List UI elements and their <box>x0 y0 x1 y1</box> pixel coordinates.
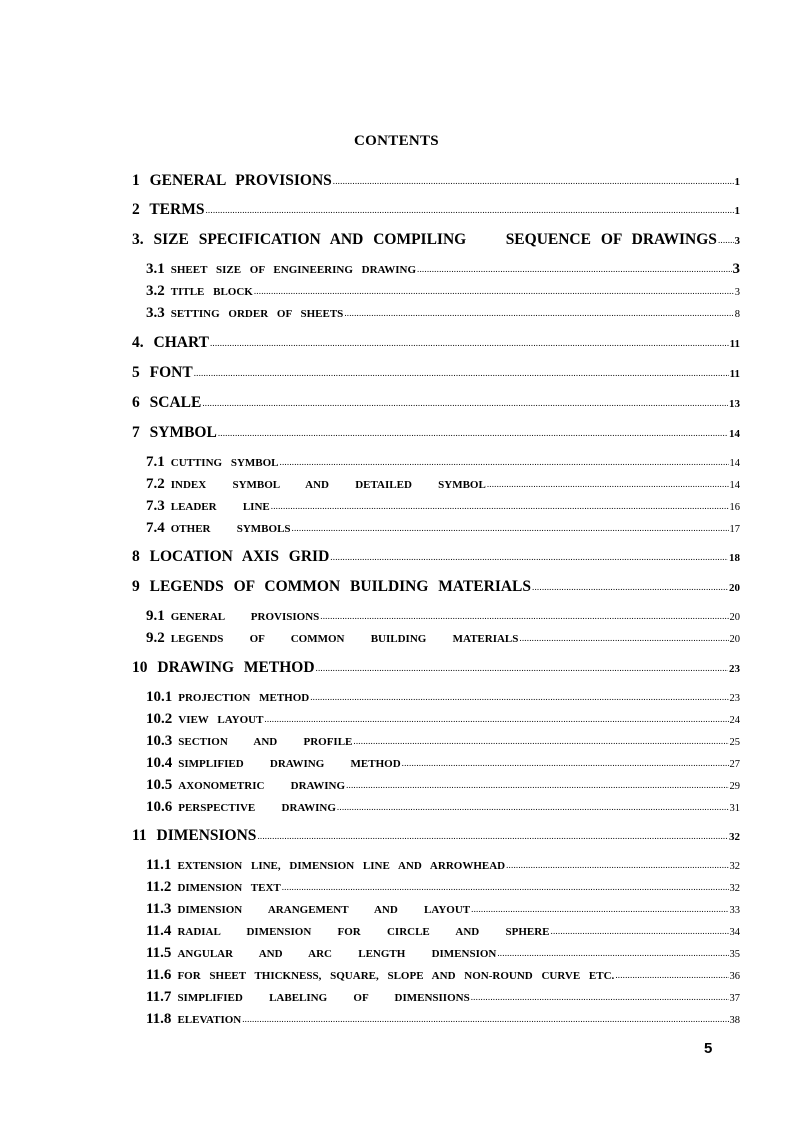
toc-leader-dots <box>532 582 728 592</box>
toc-leader-dots <box>506 860 728 870</box>
toc-entry[interactable] <box>146 879 740 896</box>
toc-leader-dots <box>320 611 728 621</box>
toc-entry[interactable] <box>146 283 740 300</box>
toc-entry-page: 38 <box>729 1015 740 1026</box>
toc-entry-label: SECTION AND PROFILE <box>178 736 353 748</box>
toc-entry-label: 7 SYMBOL <box>132 424 217 441</box>
toc-entry-number: 7.2 <box>146 476 165 492</box>
toc-leader-dots <box>471 904 728 914</box>
toc-entry[interactable] <box>132 201 740 219</box>
toc-leader-dots <box>333 176 734 186</box>
toc-leader-dots <box>242 1014 728 1024</box>
toc-leader-dots <box>310 692 728 702</box>
toc-leader-dots <box>264 714 728 724</box>
toc-entry-page: 20 <box>729 612 740 623</box>
toc-leader-dots <box>194 368 729 378</box>
toc-entry-number: 7.3 <box>146 498 165 514</box>
toc-entry[interactable] <box>146 1011 740 1028</box>
toc-entry[interactable] <box>146 608 740 625</box>
toc-entry[interactable] <box>146 989 740 1006</box>
toc-entry-number: 10.5 <box>146 777 173 793</box>
toc-entry-label: ELEVATION <box>177 1014 242 1026</box>
toc-leader-dots <box>402 758 729 768</box>
toc-leader-dots <box>417 264 731 274</box>
toc-leader-dots <box>487 479 729 489</box>
toc-leader-dots <box>205 205 733 215</box>
toc-entry[interactable] <box>132 172 740 190</box>
toc-entry-page: 31 <box>729 803 740 814</box>
toc-entry[interactable] <box>146 923 740 940</box>
toc-entry[interactable] <box>146 967 740 984</box>
toc-entry-label: 11 DIMENSIONS <box>132 827 257 844</box>
toc-entry-label: LEGENDS OF COMMON BUILDING MATERIALS <box>170 633 519 645</box>
toc-entry-number: 10.6 <box>146 799 173 815</box>
toc-entry-number: 9.2 <box>146 630 165 646</box>
toc-entry[interactable] <box>146 454 740 471</box>
toc-entry-label: 1 GENERAL PROVISIONS <box>132 172 332 189</box>
toc-leader-dots <box>316 663 728 673</box>
toc-entry-number: 11.6 <box>146 967 172 983</box>
toc-entry-label: 9 LEGENDS OF COMMON BUILDING MATERIALS <box>132 578 532 595</box>
toc-entry[interactable] <box>132 231 740 249</box>
toc-entry-number: 10.1 <box>146 689 173 705</box>
toc-entry-label: EXTENSION LINE, DIMENSION LINE AND ARROWHEAD <box>177 860 506 872</box>
toc-entry-number: 7.1 <box>146 454 165 470</box>
toc-entry[interactable] <box>146 711 740 728</box>
toc-entry[interactable] <box>132 364 740 382</box>
toc-leader-dots <box>346 780 728 790</box>
toc-entry[interactable] <box>146 901 740 918</box>
toc-entry-label: VIEW LAYOUT <box>178 714 264 726</box>
toc-leader-dots <box>337 802 729 812</box>
toc-entry-number: 11.3 <box>146 901 172 917</box>
toc-entry-page: 27 <box>729 759 740 770</box>
toc-entry-number: 9.1 <box>146 608 165 624</box>
toc-entry[interactable] <box>146 476 740 493</box>
toc-entry-page: 32 <box>729 861 740 872</box>
toc-entry-number: 10.4 <box>146 755 173 771</box>
toc-leader-dots <box>254 286 734 296</box>
toc-entry-label: TITLE BLOCK <box>170 286 253 298</box>
toc-entry-page: 25 <box>729 737 740 748</box>
toc-entry-page: 8 <box>734 309 740 320</box>
toc-leader-dots <box>292 523 729 533</box>
toc-entry-number: 3.1 <box>146 261 165 277</box>
toc-entry-page: 32 <box>729 883 740 894</box>
page-number: 5 <box>704 1040 713 1057</box>
toc-entry-page: 11 <box>729 338 740 350</box>
toc-entry[interactable] <box>132 578 740 596</box>
toc-entry-label: INDEX SYMBOL AND DETAILED SYMBOL <box>170 479 486 491</box>
toc-entry-label: 6 SCALE <box>132 394 202 411</box>
toc-entry-page: 17 <box>729 524 740 535</box>
toc-entry-label: RADIAL DIMENSION FOR CIRCLE AND SPHERE <box>177 926 550 938</box>
toc-entry-label: LEADER LINE <box>170 501 270 513</box>
toc-entry-page: 36 <box>729 971 740 982</box>
toc-entry-page: 14 <box>729 458 740 469</box>
toc-entry-page: 34 <box>729 927 740 938</box>
toc-entry[interactable] <box>132 394 740 412</box>
toc-entry[interactable] <box>146 755 740 772</box>
toc-entry-label: AXONOMETRIC DRAWING <box>178 780 346 792</box>
toc-entry-page: 16 <box>729 502 740 513</box>
toc-entry-label: DIMENSION ARANGEMENT AND LAYOUT <box>177 904 471 916</box>
toc-entry-page: 29 <box>729 781 740 792</box>
toc-entry-page: 1 <box>734 205 740 217</box>
toc-leader-dots <box>202 398 728 408</box>
toc-leader-dots <box>519 633 728 643</box>
toc-leader-dots <box>471 992 729 1002</box>
toc-entry-number: 11.5 <box>146 945 172 961</box>
toc-entry-label: 3. SIZE SPECIFICATION AND COMPILING SEQUENCE OF DRAWINGS <box>132 231 717 248</box>
toc-entry-number: 11.2 <box>146 879 172 895</box>
toc-entry-page: 14 <box>729 480 740 491</box>
toc-entry[interactable] <box>146 305 740 322</box>
toc-entry-label: ANGULAR AND ARC LENGTH DIMENSION <box>177 948 497 960</box>
toc-entry-page: 23 <box>729 693 740 704</box>
toc-leader-dots <box>282 882 729 892</box>
toc-entry-page: 3 <box>734 235 740 247</box>
toc-entry-page: 3 <box>732 261 740 277</box>
toc-leader-dots <box>210 338 729 348</box>
toc-entry-page: 1 <box>734 176 740 188</box>
toc-leader-dots <box>218 428 728 438</box>
toc-entry-label: SHEET SIZE OF ENGINEERING DRAWING <box>170 264 417 276</box>
toc-entry-page: 23 <box>729 663 740 675</box>
toc-entry-label: GENERAL PROVISIONS <box>170 611 320 623</box>
toc-entry-page: 32 <box>729 831 740 843</box>
toc-entry-page: 24 <box>729 715 740 726</box>
toc-entry[interactable] <box>132 659 740 677</box>
toc-entry[interactable] <box>146 261 740 278</box>
toc-entry-page: 20 <box>729 582 740 594</box>
toc-entry-label: 4. CHART <box>132 334 209 351</box>
toc-entry-number: 3.2 <box>146 283 165 299</box>
toc-entry-label: DIMENSION TEXT <box>177 882 281 894</box>
toc-entry-page: 14 <box>729 428 740 440</box>
toc-entry[interactable] <box>146 498 740 515</box>
toc-leader-dots <box>551 926 729 936</box>
toc-entry[interactable] <box>132 827 740 845</box>
toc-entry[interactable] <box>146 733 740 750</box>
toc-entry-number: 10.2 <box>146 711 173 727</box>
toc-entry-label: 2 TERMS <box>132 201 205 218</box>
toc-entry-page: 11 <box>729 368 740 380</box>
toc-entry-number: 11.8 <box>146 1011 172 1027</box>
toc-entry-number: 11.1 <box>146 857 172 873</box>
toc-entry[interactable] <box>146 799 740 816</box>
toc-entry-page: 13 <box>729 398 740 410</box>
toc-leader-dots <box>353 736 728 746</box>
page-title: CONTENTS <box>354 133 439 149</box>
toc-leader-dots <box>271 501 729 511</box>
toc-entry-number: 11.7 <box>146 989 172 1005</box>
toc-entry-number: 7.4 <box>146 520 165 536</box>
toc-leader-dots <box>718 235 734 245</box>
toc-leader-dots <box>280 457 729 467</box>
toc-entry[interactable] <box>146 857 740 874</box>
toc-entry[interactable] <box>132 334 740 352</box>
toc-entry-label: SETTING ORDER OF SHEETS <box>170 308 344 320</box>
toc-entry-label: SIMPLIFIED DRAWING METHOD <box>178 758 401 770</box>
toc-leader-dots <box>344 308 733 318</box>
toc-entry-page: 20 <box>729 634 740 645</box>
toc-leader-dots <box>257 831 728 841</box>
toc-entry-label: 5 FONT <box>132 364 193 381</box>
toc-entry-page: 37 <box>729 993 740 1004</box>
toc-entry[interactable] <box>146 689 740 706</box>
toc-entry-label: OTHER SYMBOLS <box>170 523 291 535</box>
toc-entry-number: 10.3 <box>146 733 173 749</box>
toc-entry[interactable] <box>132 548 740 566</box>
toc-entry[interactable] <box>146 630 740 647</box>
toc-entry-page: 35 <box>729 949 740 960</box>
toc-entry[interactable] <box>146 945 740 962</box>
toc-entry-page: 33 <box>729 905 740 916</box>
toc-entry-page: 18 <box>729 552 740 564</box>
toc-entry[interactable] <box>146 777 740 794</box>
toc-entry-page: 3 <box>734 287 740 298</box>
toc-leader-dots <box>615 970 728 980</box>
toc-entry-label: FOR SHEET THICKNESS, SQUARE, SLOPE AND NON-ROUND CURVE ETC. <box>177 970 615 982</box>
toc-entry-number: 3.3 <box>146 305 165 321</box>
toc-entry-label: PROJECTION METHOD <box>178 692 310 704</box>
toc-entry[interactable] <box>146 520 740 537</box>
toc-entry-number: 11.4 <box>146 923 172 939</box>
toc-entry-label: 8 LOCATION AXIS GRID <box>132 548 330 565</box>
toc-entry-label: CUTTING SYMBOL <box>170 457 279 469</box>
toc-leader-dots <box>497 948 728 958</box>
toc-entry-label: PERSPECTIVE DRAWING <box>178 802 336 814</box>
toc-entry[interactable] <box>132 424 740 442</box>
toc-leader-dots <box>330 552 728 562</box>
toc-entry-label: 10 DRAWING METHOD <box>132 659 315 676</box>
toc-entry-label: SIMPLIFIED LABELING OF DIMENSIIONS <box>177 992 470 1004</box>
